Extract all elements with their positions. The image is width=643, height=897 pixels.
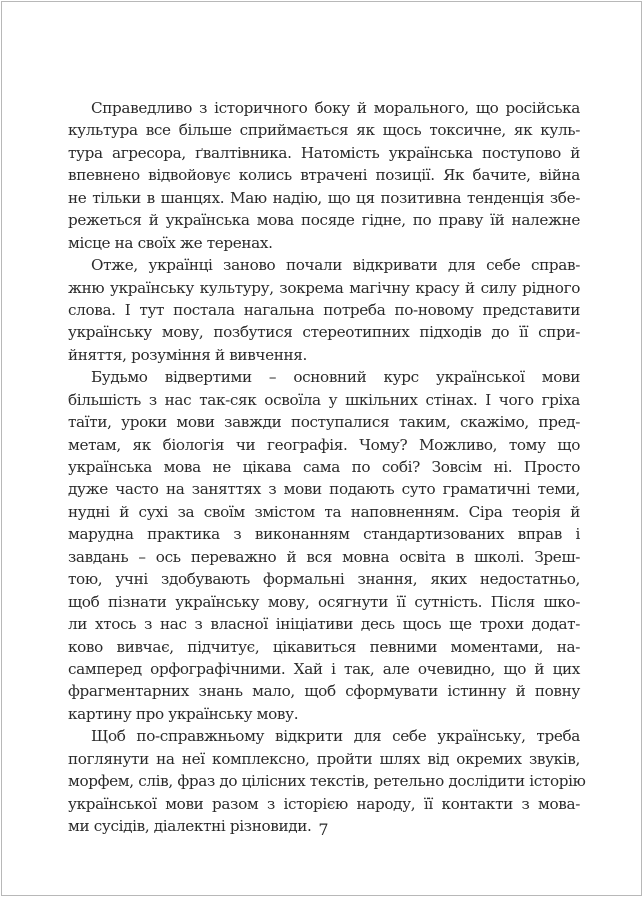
text-line: ми сусідів, діалектні різновиди. [68,817,312,835]
text-line: метам, як біологія чи географія. Чому? Можливо, тому що [68,435,580,454]
text-line: режеться й українська мова посяде гідне, по праву їй належне [68,211,580,230]
text-line: завдань – ось переважно й вся мовна освіта в школі. Зреш- [68,547,580,566]
text-line: Щоб по-справжньому відкрити для себе українську, треба [91,727,580,746]
text-line: фрагментарних знань мало, щоб сформувати істинну й повну [68,682,580,701]
text-line: впевнено відвойовує колись втрачені позиції. Як бачите, війна [68,166,580,185]
text-line: більшість з нас так-сяк освоїла у шкільних стінах. І чого гріха [68,390,580,409]
paragraph [68,97,580,254]
text-line: самперед орфографічними. Хай і так, але очевидно, що й цих [68,659,580,678]
text-line: культура все більше сприймається як щось токсичне, як куль- [68,121,580,140]
text-line: таїти, уроки мови завжди поступалися таким, скажімо, пред- [68,413,580,432]
text-line: морфем, слів, фраз до цілісних текстів, ретельно дослідити історію [68,772,586,791]
body-text [68,97,586,837]
text-line: ково вивчає, підчитує, цікавиться певними моментами, на- [68,637,580,656]
text-line: нудні й сухі за своїм змістом та наповненням. Сіра теорія й [68,502,580,521]
text-line: Справедливо з історичного боку й морального, що російська [91,99,580,117]
text-line: йняття, розуміння й вивчення. [68,345,307,364]
text-line: українська мова не цікава сама по собі? Зовсім ні. Просто [68,458,580,476]
paragraph [68,366,580,725]
text-line: не тільки в шанцях. Маю надію, що ця позитивна тенденція збе- [68,188,580,207]
book-page [1,1,642,896]
text-line: картину про українську мову. [68,704,299,723]
text-line: поглянути на неї комплексно, пройти шлях від окремих звуків, [68,749,580,768]
text-line: дуже часто на заняттях з мови подають суто граматичні теми, [68,480,580,499]
text-line: щоб пізнати українську мову, осягнути її сутність. Після шко- [68,592,580,611]
text-line: Отже, українці заново почали відкривати для себе справ- [91,256,580,275]
text-line: тура агресора, ґвалтівника. Натомість українська поступово й [68,143,580,162]
text-line: української мови разом з історією народу, її контакти з мова- [68,794,580,813]
text-line: слова. І тут постала нагальна потреба по-новому представити [68,300,580,319]
text-line: українську мову, позбутися стереотипних підходів до її спри- [68,323,580,342]
text-line: місце на своїх же теренах. [68,233,273,252]
text-line: марудна практика з виконанням стандартизованих вправ і [68,525,580,544]
text-line: Будьмо відвертими – основний курс української мови [91,368,580,387]
page-number: 7 [318,820,329,839]
text-line: жню українську культуру, зокрема магічну красу й силу рідного [68,278,580,297]
paragraph [68,254,580,366]
text-line: тою, учні здобувають формальні знання, яких недостатньо, [68,570,580,589]
text-line: ли хтось з нас з власної ініціативи десь щось ще трохи додат- [68,615,580,634]
